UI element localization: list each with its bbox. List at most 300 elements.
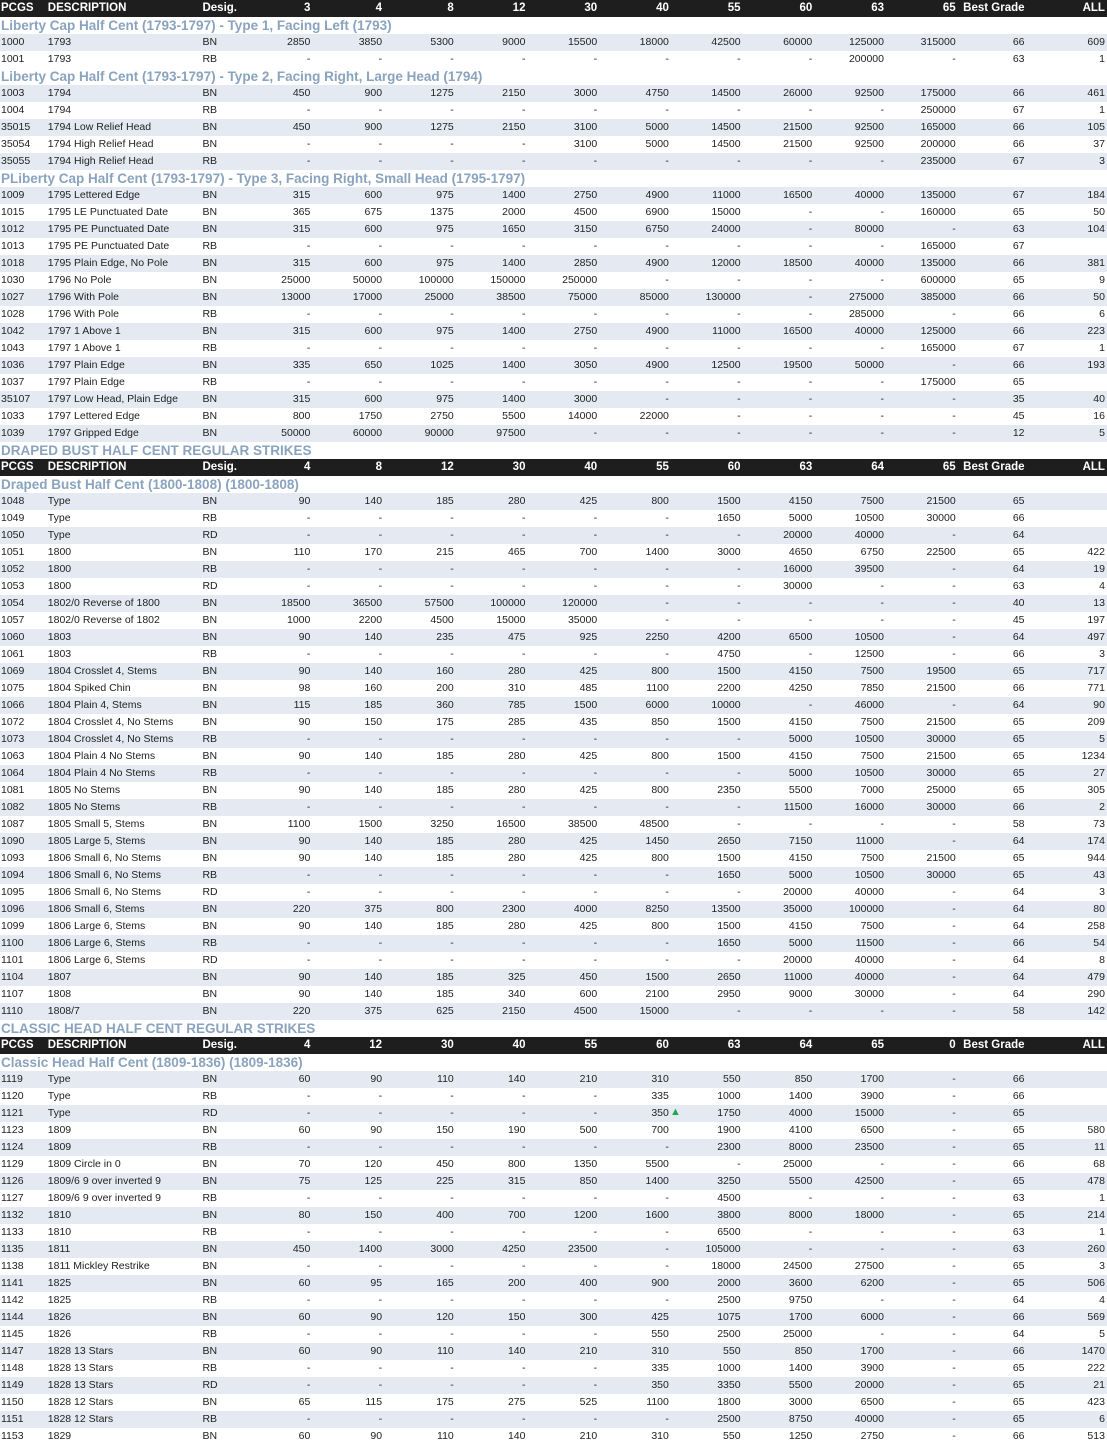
column-header: 30 (512, 461, 526, 473)
table-cell: 200 (436, 682, 454, 694)
table-row (0, 510, 1107, 527)
table-cell: - (808, 291, 813, 303)
table-cell: - (306, 1362, 311, 1374)
table-cell: 1900 (717, 1124, 741, 1136)
table-cell: 66 (1012, 138, 1025, 150)
table-cell: 65 (1012, 1413, 1025, 1425)
table-cell: BN (202, 1243, 218, 1255)
table-cell: Type (47, 1090, 71, 1102)
table-cell: 425 (579, 835, 598, 847)
table-cell: 1796 No Pole (47, 274, 112, 286)
table-cell: 3800 (717, 1209, 741, 1221)
table-cell: 90 (298, 852, 311, 864)
table-cell: 25000 (926, 784, 956, 796)
column-header: 30 (440, 1039, 454, 1051)
table-cell: - (737, 801, 741, 813)
table-cell: 64 (1012, 988, 1025, 1000)
table-row (0, 323, 1107, 340)
table-cell: 1795 Plain Edge, No Pole (47, 257, 169, 269)
table-cell: - (450, 376, 454, 388)
table-cell: 360 (436, 699, 454, 711)
table-cell: 10000 (711, 699, 741, 711)
table-cell: BN (202, 291, 218, 303)
table-cell: 1099 (1, 920, 25, 932)
table-cell: RB (202, 376, 218, 388)
table-cell: - (737, 580, 741, 592)
table-cell: 200000 (848, 53, 884, 65)
table-cell: - (521, 1413, 526, 1425)
column-header: 60 (727, 461, 741, 473)
table-cell: 66 (1012, 359, 1025, 371)
table-cell: 580 (1087, 1124, 1105, 1136)
table-cell: 4500 (717, 1192, 741, 1204)
table-cell: - (306, 954, 311, 966)
table-cell: 25000 (424, 291, 454, 303)
table-cell: - (450, 104, 454, 116)
table-cell: - (808, 104, 813, 116)
table-cell: 135000 (920, 189, 956, 201)
table-cell: - (521, 869, 526, 881)
table-cell: 190 (507, 1124, 526, 1136)
table-cell: 15000 (854, 1107, 884, 1119)
table-cell: 550 (723, 1430, 741, 1442)
table-cell: 20000 (783, 529, 813, 541)
table-cell: 600 (364, 257, 383, 269)
column-header: Desig. (202, 461, 237, 473)
table-cell: 479 (1087, 971, 1105, 983)
table-cell: 64 (1012, 971, 1025, 983)
table-cell: RB (202, 648, 218, 660)
table-cell: 3000 (573, 393, 598, 405)
table-cell: 550 (723, 1073, 741, 1085)
table-cell: 3900 (860, 1362, 884, 1374)
table-cell: 40000 (854, 529, 884, 541)
table-cell: - (665, 53, 669, 65)
column-header: 55 (584, 1039, 598, 1051)
table-cell: - (952, 1124, 956, 1136)
table-cell: - (593, 1226, 598, 1238)
table-cell: - (665, 1141, 669, 1153)
table-cell: - (378, 138, 383, 150)
table-cell: 65 (1012, 869, 1025, 881)
table-cell: - (665, 376, 669, 388)
table-row (0, 544, 1107, 561)
table-cell: 65 (1012, 1141, 1025, 1153)
table-cell: - (450, 308, 454, 320)
table-cell: 1087 (1, 818, 25, 830)
table-cell: RB (202, 342, 218, 354)
table-cell: - (665, 886, 669, 898)
table-cell: 3900 (860, 1090, 884, 1102)
table-row (0, 1326, 1107, 1343)
table-cell: 185 (436, 920, 454, 932)
table-cell: 700 (651, 1124, 669, 1136)
table-cell: 14000 (567, 410, 598, 422)
table-cell: - (737, 563, 741, 575)
table-cell: 497 (1087, 631, 1105, 643)
table-cell: - (665, 563, 669, 575)
table-cell: Type (47, 512, 71, 524)
table-cell: - (450, 138, 454, 150)
table-cell: 550 (651, 1328, 669, 1340)
table-cell: 975 (436, 325, 454, 337)
table-cell: 5000 (788, 512, 813, 524)
table-cell: 2750 (860, 1430, 884, 1442)
table-cell: 210 (579, 1345, 598, 1357)
table-cell: BN (202, 1277, 218, 1289)
table-cell: 7000 (860, 784, 884, 796)
table-cell: BN (202, 546, 218, 558)
table-cell: 1036 (1, 359, 25, 371)
table-cell: 140 (507, 1430, 526, 1442)
table-cell: 11000 (712, 189, 741, 201)
table-row (0, 697, 1107, 714)
table-cell: 425 (579, 750, 598, 762)
table-cell: 475 (507, 631, 526, 643)
table-cell: 40000 (854, 954, 884, 966)
table-cell: 625 (436, 1005, 454, 1017)
table-cell: - (952, 1260, 956, 1272)
table-cell: 1805 No Stems (47, 784, 121, 796)
table-cell: - (737, 733, 741, 745)
table-cell: 381 (1087, 257, 1105, 269)
table-cell: 20000 (783, 954, 813, 966)
table-cell: 90 (298, 784, 311, 796)
table-cell: BN (202, 1345, 218, 1357)
table-cell: 11500 (855, 937, 884, 949)
column-header: 3 (303, 2, 311, 14)
table-cell: 90 (298, 750, 311, 762)
table-cell: 9750 (788, 1294, 813, 1306)
table-cell: - (306, 1294, 311, 1306)
table-cell: 1075 (717, 1311, 741, 1323)
table-cell: 4 (1099, 580, 1105, 592)
table-cell: BN (202, 920, 218, 932)
table-cell: 290 (1087, 988, 1105, 1000)
table-cell: - (880, 1158, 884, 1170)
table-cell: 6000 (645, 699, 669, 711)
table-cell: - (808, 1243, 813, 1255)
table-cell: - (450, 937, 454, 949)
table-cell: - (665, 1413, 669, 1425)
table-cell: 1828 13 Stars (47, 1345, 114, 1357)
table-cell: 140 (507, 1345, 526, 1357)
table-cell: 100000 (490, 597, 526, 609)
table-cell: 944 (1087, 852, 1105, 864)
table-cell: - (665, 342, 669, 354)
table-cell: BN (202, 818, 218, 830)
table-cell: 1100 (287, 818, 311, 830)
table-cell: 40000 (854, 1413, 884, 1425)
table-cell: 40000 (854, 189, 884, 201)
table-cell: 60 (298, 1073, 311, 1085)
table-cell: 1100 (646, 1396, 669, 1408)
table-cell: 14500 (711, 87, 741, 99)
table-cell: - (378, 240, 383, 252)
table-cell: 4 (1099, 1294, 1105, 1306)
table-cell: 5500 (645, 1158, 669, 1170)
table-cell: - (521, 529, 526, 541)
table-row (0, 1258, 1107, 1275)
table-cell: 1069 (1, 665, 25, 677)
table-cell: 65 (1012, 274, 1025, 286)
table-cell: 425 (651, 1311, 669, 1323)
table-cell: - (378, 1090, 383, 1102)
table-cell: 1101 (1, 954, 24, 966)
table-cell: 1400 (502, 393, 526, 405)
table-cell: 525 (579, 1396, 598, 1408)
table-cell: 200 (507, 1277, 526, 1289)
column-header: PCGS (1, 461, 34, 473)
table-cell: 18000 (711, 1260, 741, 1272)
table-cell: 569 (1087, 1311, 1105, 1323)
table-cell: BN (202, 495, 218, 507)
table-cell: 185 (436, 852, 454, 864)
table-cell: RB (202, 1294, 218, 1306)
table-cell: 18000 (639, 36, 669, 48)
table-row (0, 187, 1107, 204)
table-cell: 1033 (1, 410, 25, 422)
table-cell: 9000 (788, 988, 813, 1000)
table-row (0, 1292, 1107, 1309)
table-cell: - (880, 614, 884, 626)
table-cell: 35000 (783, 903, 813, 915)
table-cell: 66 (1012, 36, 1025, 48)
table-cell: 193 (1087, 359, 1105, 371)
column-header: Desig. (202, 2, 237, 14)
table-cell (1051, 1105, 1107, 1122)
table-cell: - (593, 648, 598, 660)
table-cell: 48500 (639, 818, 669, 830)
table-cell: - (593, 308, 598, 320)
table-cell: 66 (1012, 801, 1025, 813)
table-row (0, 1105, 1107, 1122)
table-cell: - (378, 937, 383, 949)
table-cell: 3250 (717, 1175, 741, 1187)
table-cell: - (952, 1209, 956, 1221)
table-cell: - (665, 614, 669, 626)
table-cell: 140 (364, 631, 383, 643)
table-cell: - (378, 1379, 383, 1391)
table-cell: - (665, 1243, 669, 1255)
table-cell: 975 (436, 257, 454, 269)
table-cell: 1037 (1, 376, 25, 388)
table-cell: 65 (1012, 1260, 1025, 1272)
table-row (0, 969, 1107, 986)
table-cell: 1806 Small 6, No Stems (47, 886, 161, 898)
table-cell: BN (202, 393, 218, 405)
table-cell: 280 (507, 852, 526, 864)
table-cell: 1804 Plain 4 No Stems (47, 767, 156, 779)
table-cell: 1066 (1, 699, 25, 711)
table-cell: 64 (1012, 886, 1025, 898)
column-header: 8 (447, 2, 454, 14)
table-cell: 67 (1012, 189, 1025, 201)
table-cell: 3350 (717, 1379, 741, 1391)
table-cell: - (808, 240, 813, 252)
table-row (0, 1224, 1107, 1241)
table-cell: - (665, 104, 669, 116)
table-cell (1051, 493, 1107, 510)
table-cell: - (737, 393, 741, 405)
table-row (0, 816, 1107, 833)
table-cell: - (808, 818, 813, 830)
table-cell: - (450, 1362, 454, 1374)
table-cell: 1004 (1, 104, 25, 116)
table-cell: 1470 (1081, 1345, 1105, 1357)
column-header: 40 (656, 2, 669, 14)
table-cell: 5000 (788, 869, 813, 881)
table-cell: 717 (1087, 665, 1105, 677)
table-row (0, 1088, 1107, 1105)
column-header: 64 (799, 1039, 813, 1051)
table-cell: 2150 (502, 121, 526, 133)
column-header: PCGS (1, 1039, 34, 1051)
table-cell: 50000 (352, 274, 383, 286)
table-cell: - (521, 1226, 526, 1238)
table-cell: 1400 (788, 1090, 813, 1102)
table-cell: 150 (364, 716, 383, 728)
table-cell: RB (202, 104, 218, 116)
table-cell: - (808, 393, 813, 405)
table-cell: - (306, 869, 311, 881)
table-row (0, 1411, 1107, 1428)
table-cell: 400 (579, 1277, 598, 1289)
table-cell: 6750 (645, 223, 669, 235)
table-cell: - (952, 1243, 956, 1255)
table-cell: BN (202, 614, 218, 626)
table-cell: 12 (1012, 427, 1025, 439)
table-cell: 700 (507, 1209, 526, 1221)
table-cell: - (306, 733, 311, 745)
table-row (0, 680, 1107, 697)
table-row (0, 901, 1107, 918)
table-row (0, 272, 1107, 289)
table-cell: 900 (651, 1277, 669, 1289)
table-cell: - (306, 240, 311, 252)
table-cell: 150 (364, 1209, 383, 1221)
table-cell: RB (202, 308, 218, 320)
table-cell: - (880, 376, 884, 388)
table-cell: 4100 (788, 1124, 813, 1136)
table-cell: 6750 (860, 546, 884, 558)
table-cell: 21500 (926, 716, 956, 728)
table-cell: - (593, 1294, 598, 1306)
table-cell: - (808, 206, 813, 218)
table-cell: 125000 (920, 325, 956, 337)
table-cell: 600 (364, 223, 383, 235)
table-cell: - (521, 1294, 526, 1306)
column-header: 63 (727, 1039, 741, 1051)
table-cell: 1025 (430, 359, 454, 371)
table-cell: BN (202, 138, 218, 150)
table-cell: 450 (292, 87, 311, 99)
column-header: 65 (942, 461, 956, 473)
column-header: Best Grade (963, 2, 1025, 14)
table-cell: - (593, 1379, 598, 1391)
table-cell: 1147 (1, 1345, 24, 1357)
table-cell: - (665, 597, 669, 609)
table-cell: BN (202, 903, 218, 915)
table-cell: - (737, 308, 741, 320)
table-row (0, 85, 1107, 102)
table-cell: 20000 (783, 886, 813, 898)
table-cell: 7500 (860, 665, 884, 677)
table-cell: 800 (651, 852, 669, 864)
table-cell: 1800 (717, 1396, 741, 1408)
table-cell: 65 (1012, 495, 1025, 507)
table-cell: - (952, 818, 956, 830)
table-cell: 210 (579, 1430, 598, 1442)
table-cell: 235 (436, 631, 454, 643)
table-cell: 1051 (1, 546, 25, 558)
table-cell: 1350 (573, 1158, 598, 1170)
table-cell: 4250 (502, 1243, 526, 1255)
table-cell: BN (202, 359, 218, 371)
table-cell: - (450, 1294, 454, 1306)
table-cell (1051, 527, 1107, 544)
table-cell: RB (202, 512, 218, 524)
column-header: Best Grade (963, 1039, 1025, 1051)
table-cell: 1100 (646, 682, 669, 694)
table-cell: 3 (1099, 648, 1105, 660)
table-cell: BN (202, 1158, 218, 1170)
table-cell: 67 (1012, 155, 1025, 167)
table-cell: 105000 (705, 1243, 741, 1255)
table-cell: 3600 (788, 1277, 813, 1289)
table-cell: - (450, 1379, 454, 1391)
column-header: 12 (512, 2, 526, 14)
table-cell: - (952, 1141, 956, 1153)
table-cell: - (737, 1158, 741, 1170)
table-cell: 1809/6 9 over inverted 9 (47, 1175, 162, 1187)
table-cell: - (952, 1073, 956, 1085)
table-cell: 1803 (47, 648, 72, 660)
table-cell: 423 (1087, 1396, 1105, 1408)
table-cell: - (880, 206, 884, 218)
table-cell: - (665, 308, 669, 320)
table-cell: 485 (579, 682, 598, 694)
table-row (0, 425, 1107, 442)
table-cell: 38500 (496, 291, 526, 303)
table-cell: - (665, 155, 669, 167)
table-cell: 1796 With Pole (47, 308, 119, 320)
table-cell: - (306, 53, 311, 65)
table-cell: 80 (298, 1209, 311, 1221)
table-cell: - (450, 869, 454, 881)
table-cell: - (378, 648, 383, 660)
table-cell: - (521, 886, 526, 898)
table-cell: 1809 (47, 1141, 72, 1153)
table-cell: 23500 (567, 1243, 598, 1255)
table-cell: 140 (364, 920, 383, 932)
table-cell: 73 (1093, 818, 1105, 830)
table-cell: - (952, 1311, 956, 1323)
table-cell: - (665, 648, 669, 660)
table-cell: 1082 (1, 801, 25, 813)
table-cell: 4900 (645, 325, 669, 337)
table-cell: 197 (1087, 614, 1105, 626)
table-cell: 1028 (1, 308, 25, 320)
table-cell: - (880, 240, 884, 252)
table-cell: 2750 (573, 325, 598, 337)
table-cell: 100000 (418, 274, 454, 286)
table-cell: 58 (1012, 818, 1025, 830)
table-cell: 66 (1012, 1430, 1025, 1442)
table-row (0, 1343, 1107, 1360)
table-cell: 18000 (854, 1209, 884, 1221)
table-cell: 65 (1012, 665, 1025, 677)
